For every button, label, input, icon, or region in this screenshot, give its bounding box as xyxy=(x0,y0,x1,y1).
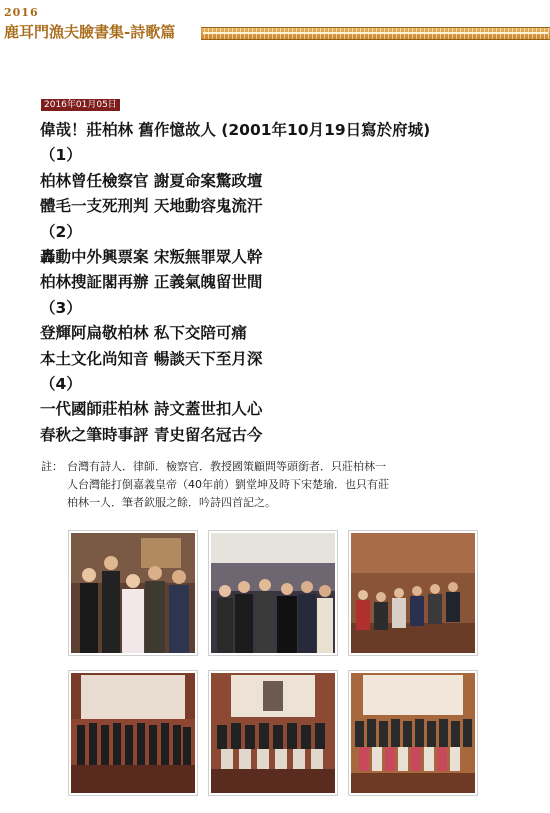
photo-seated-audience[interactable] xyxy=(348,530,478,656)
poem-section-1: （1） xyxy=(40,146,82,165)
poem-line: 登輝阿扁敬柏林 私下交陪可痛 xyxy=(40,324,247,343)
poem-section-3: （3） xyxy=(40,298,82,317)
poem-line: 柏林曾任檢察官 謝夏命案驚政壇 xyxy=(40,171,263,190)
photo-stage-group-line[interactable] xyxy=(68,670,198,796)
poem-line: 本土文化尚知音 暢談天下至月深 xyxy=(40,349,263,368)
poem-body xyxy=(40,118,520,448)
note-line: 柏林一人．筆者欽服之餘．吟詩四首記之。 xyxy=(67,496,276,509)
poem-line: 轟動中外興票案 宋叛無罪眾人幹 xyxy=(40,248,263,267)
post-date-badge: 2016年01月05日 xyxy=(41,99,120,111)
note-line: 人台灣能打倒嘉義皇帝（40年前）劉堂坤及時下宋楚瑜．也只有莊 xyxy=(67,478,389,491)
note-line: 台灣有詩人．律師．檢察官．教授國策顧問等頭銜者．只莊柏林一 xyxy=(67,460,386,473)
author-note xyxy=(41,458,521,512)
photo-large-group[interactable] xyxy=(348,670,478,796)
page-title: 鹿耳門漁夫臉書集-詩歌篇 xyxy=(4,23,176,41)
poem-section-4: （4） xyxy=(40,375,82,394)
poem-section-2: （2） xyxy=(40,222,82,241)
header-decorative-band xyxy=(201,27,550,40)
poem-line: 春秋之筆時事評 青史留名冠古今 xyxy=(40,425,263,444)
photo-stage-group-rows[interactable] xyxy=(208,670,338,796)
poem-line: 一代國師莊柏林 詩文蓋世扣人心 xyxy=(40,400,263,419)
header-year: 2016 xyxy=(4,6,39,19)
photo-group-six-men[interactable] xyxy=(208,530,338,656)
note-label: 註： xyxy=(41,460,63,473)
photo-group-five-people[interactable] xyxy=(68,530,198,656)
poem-title: 偉哉！莊柏林 舊作憶故人 (2001年10月19日寫於府城) xyxy=(40,121,431,139)
poem-line: 柏林搜証閣再辦 正義氣魄留世間 xyxy=(40,273,263,292)
poem-line: 體毛一支死刑判 天地動容鬼流汗 xyxy=(40,197,263,216)
